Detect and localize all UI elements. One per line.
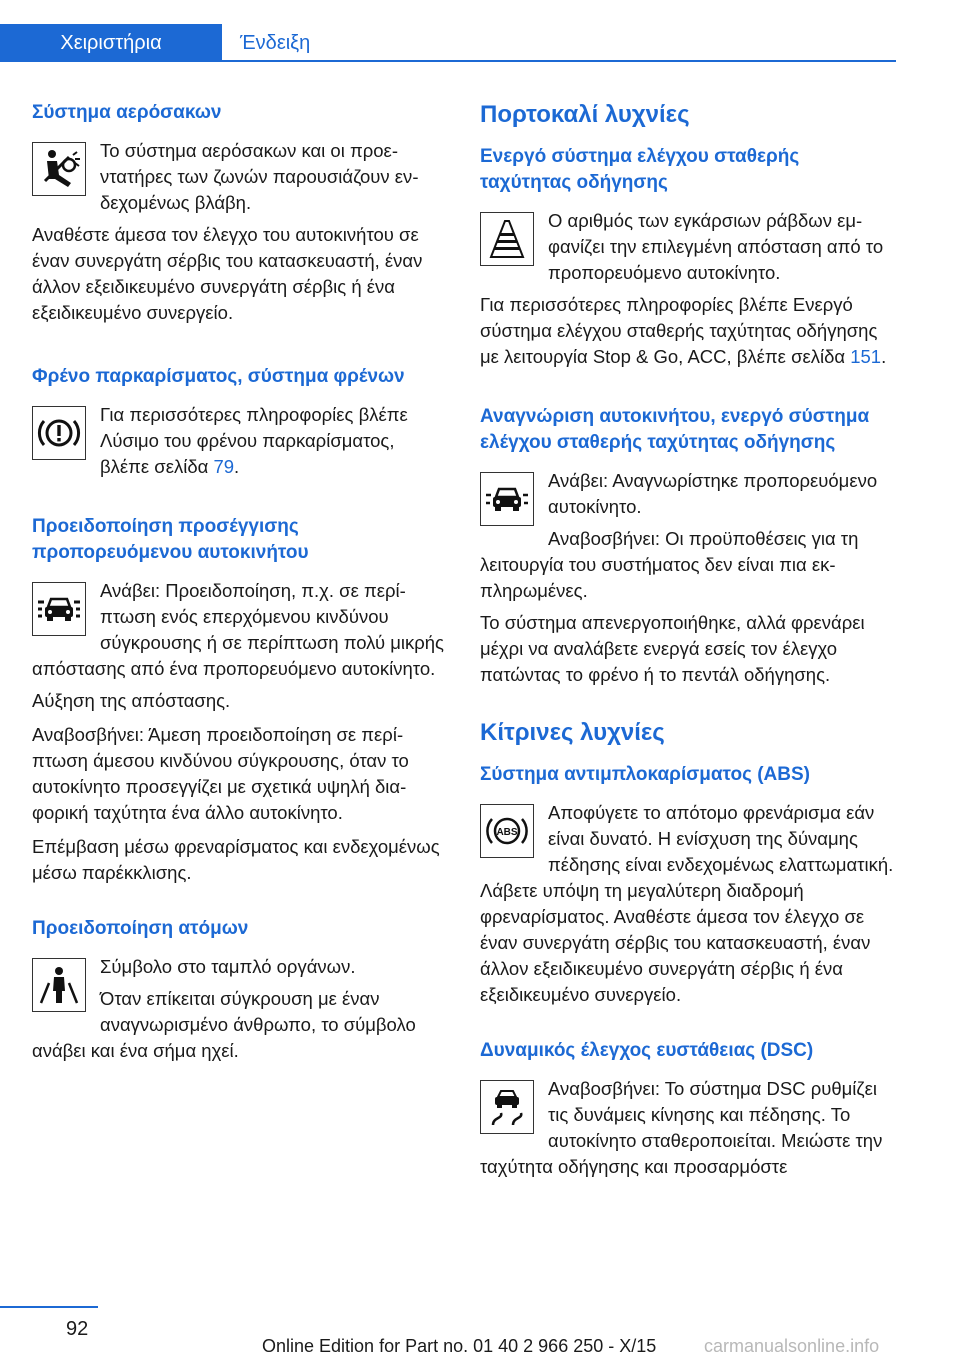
collision-text-3: Αναβοσβήνει: Άμεση προειδοποίηση σε περίπτωση άμεσου κινδύνου σύγκρουσης, όταν το αυτοκίνητο προσεγγίζει με σχετικά υψηλή διαφορική ταχύτητα ένα άλλο αυτοκίνητο. xyxy=(32,724,409,823)
airbag-block xyxy=(32,138,446,222)
tab-display[interactable]: Ένδειξη xyxy=(240,31,311,54)
heading-parking-brake: Φρένο παρκαρίσματος, σύστημα φρένων xyxy=(32,366,405,387)
heading-acc: Ενεργό σύστημα ελέγχου σταθερής ταχύτητας οδήγησης xyxy=(480,146,800,193)
abs-text: Αποφύγετε το απότομο φρενάρισμα εάν είναι δυνατό. Η ενίσχυση της δύναμης πέδησης είναι ενδεχομένως ελαττωματική. Λάβετε υπόψη τη μεγαλύτερη διαδρομή φρεναρίσματος. Αναθέστε άμεσα τον έλεγχο σε έναν συνεργάτη σέρβις του κατασκευαστή, έναν άλλον εξειδικευμένο συνεργάτη σέρβις ή ένα εξειδικευμένο συνεργείο. xyxy=(480,802,894,1005)
footer-divider xyxy=(0,1306,98,1308)
header-divider xyxy=(0,60,896,62)
pedestrian-text-1: Σύμβολο στο ταμπλό οργάνων. xyxy=(100,956,356,977)
pedestrian-block xyxy=(32,954,446,1072)
heading-yellow-lights: Κίτρινες λυχνίες xyxy=(480,719,665,746)
car-front-warning-icon xyxy=(32,582,86,636)
vehicle-detection-text-3: Το σύστημα απενεργοποιήθηκε, αλλά φρενάρει μέχρι να αναλάβετε ενεργά εσείς τον έλεγχο πατώντας το φρένο ή το πεντάλ οδήγησης. xyxy=(480,612,865,685)
parking-brake-text: Για περισσότερες πληροφορίες βλέπε Λύσιμο του φρένου παρκαρίσματος, βλέπε σελίδα 79. xyxy=(100,404,408,477)
pedestrian-warning-icon xyxy=(32,958,86,1012)
vehicle-detection-text-1: Ανάβει: Αναγνωρίστηκε προπορευόμενο αυτοκίνητο. xyxy=(548,470,878,517)
dsc-skid-icon xyxy=(480,1080,534,1134)
heading-collision-warning: Προειδοποίηση προσέγγισης προπορευόμενου αυτοκινήτου xyxy=(32,516,309,563)
collision-text-2: Αύξηση της απόστασης. xyxy=(32,690,231,711)
vehicle-detection-text-2: Αναβοσβήνει: Οι προϋποθέσεις για τη λειτουργία του συστήματος δεν είναι πια εκπληρωμένες. xyxy=(480,528,859,601)
collision-text-1: Ανάβει: Προειδοποίηση, π.χ. σε περίπτωση ενός επερχόμενου κινδύνου σύγκρουσης ή σε περίπτωση πολύ μικρής απόστασης από ένα προπορευόμενο αυτοκίνητο. xyxy=(32,580,444,679)
heading-airbag: Σύστημα αερόσακων xyxy=(32,102,222,123)
dsc-block xyxy=(480,1076,894,1188)
page-link-151[interactable]: 151 xyxy=(850,346,882,367)
left-column xyxy=(32,100,446,1072)
car-front-icon xyxy=(480,472,534,526)
brake-warning-icon xyxy=(32,406,86,460)
acc-block xyxy=(480,208,894,292)
abs-icon xyxy=(480,804,534,858)
heading-vehicle-detection: Αναγνώριση αυτοκινήτου, ενεργό σύστημα ελέγχου σταθερής ταχύτητας οδήγησης xyxy=(480,406,870,453)
heading-abs: Σύστημα αντιμπλοκαρίσματος (ABS) xyxy=(480,764,811,785)
watermark: carmanualsonline.info xyxy=(704,1336,880,1356)
acc-text-1: Ο αριθμός των εγκάρσιων ράβδων εμφανίζει την επιλεγμένη απόσταση από το προπορευόμενο αυτοκίνητο. xyxy=(548,210,884,283)
collision-text-4: Επέμβαση μέσω φρεναρίσματος και ενδεχομένως μέσω παρέκκλισης. xyxy=(32,836,440,883)
distance-bars-icon xyxy=(480,212,534,266)
heading-dsc: Δυναμικός έλεγχος ευστάθειας (DSC) xyxy=(480,1040,814,1061)
right-column xyxy=(480,100,894,1188)
dsc-text: Αναβοσβήνει: Το σύστημα DSC ρυθμίζει τις δυνάμεις κίνησης και πέδησης. Το αυτοκίνητο σταθεροποιείται. Μειώστε την ταχύτητα οδήγησης και προσαρμόστε xyxy=(480,1078,883,1177)
pedestrian-text-2: Όταν επίκειται σύγκρουση με έναν αναγνωρισμένο άνθρωπο, το σύμβολο ανάβει και ένα σήμα ηχεί. xyxy=(32,988,416,1061)
airbag-text-2: Αναθέστε άμεσα τον έλεγχο του αυτοκινήτου σε έναν συνεργάτη σέρβις του κατασκευαστή, έναν άλλον εξειδικευμένο συνεργάτη σέρβις ή ένα εξειδικευμένο συνεργείο. xyxy=(32,224,423,323)
edition-note: Online Edition for Part no. 01 40 2 966 250 - X/15 xyxy=(262,1336,657,1356)
heading-orange-lights: Πορτοκαλί λυχνίες xyxy=(480,101,690,128)
page-number: 92 xyxy=(66,1318,89,1340)
heading-pedestrian-warning: Προειδοποίηση ατόμων xyxy=(32,918,249,939)
tab-controls[interactable]: Χειριστήρια xyxy=(0,24,222,62)
page-link-79[interactable]: 79 xyxy=(213,456,235,477)
header-bar xyxy=(0,0,960,62)
airbag-warning-icon xyxy=(32,142,86,196)
abs-icon-label: ABS xyxy=(496,827,518,838)
airbag-text-1: Το σύστημα αερόσακων και οι προεντατήρες των ζωνών παρουσιάζουν ενδεχομένως βλάβη. xyxy=(100,140,419,213)
collision-block xyxy=(32,578,446,688)
parking-brake-block xyxy=(32,402,446,488)
acc-text-2: Για περισσότερες πληροφορίες βλέπε Ενεργό σύστημα ελέγχου σταθερής ταχύτητας οδήγησης με λειτουργία Stop & Go, ACC, βλέπε σελίδα 151. xyxy=(480,294,887,367)
abs-block xyxy=(480,800,894,1016)
vehicle-detection-block xyxy=(480,468,894,610)
